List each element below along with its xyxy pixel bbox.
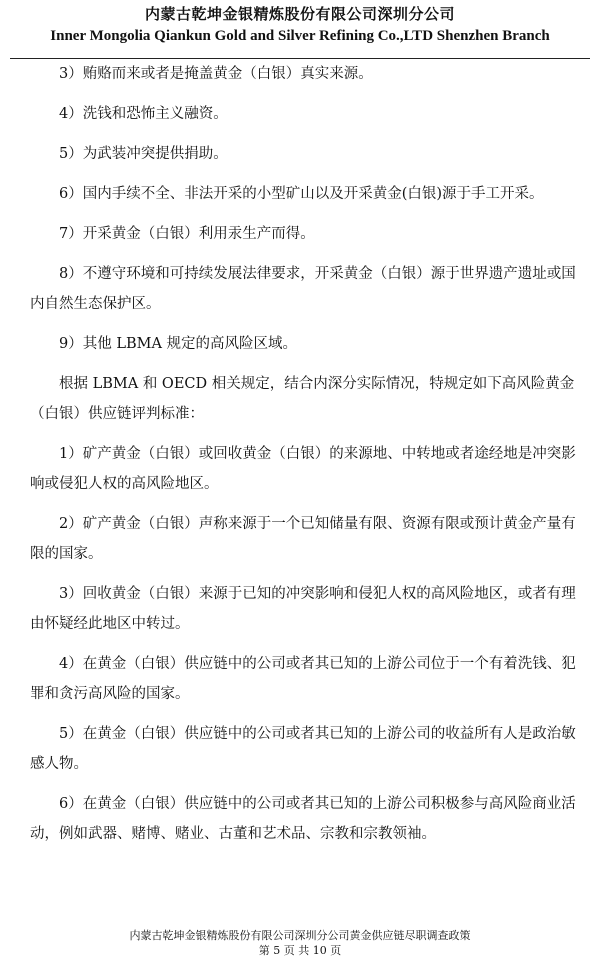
paragraph: 8）不遵守环境和可持续发展法律要求，开采黄金（白银）源于世界遗产遗址或国内自然生态保护区。 [30, 266, 576, 312]
header-company-name-en: Inner Mongolia Qiankun Gold and Silver Refining Co.,LTD Shenzhen Branch [50, 28, 550, 44]
paragraph: 7）开采黄金（白银）利用汞生产而得。 [59, 226, 315, 242]
header-company-name-cn: 内蒙古乾坤金银精炼股份有限公司深圳分公司 [144, 5, 455, 23]
paragraph: 根据 LBMA 和 OECD 相关规定，结合内深分实际情况，特规定如下高风险黄金（白银）供应链评判标准： [30, 376, 575, 422]
paragraph: 4）洗钱和恐怖主义融资。 [59, 106, 228, 122]
footer-page-number: 第 5 页 共 10 页 [258, 944, 342, 957]
paragraph: 3）贿赂而来或者是掩盖黄金（白银）真实来源。 [59, 66, 373, 82]
paragraph: 2）矿产黄金（白银）声称来源于一个已知储量有限、资源有限或预计黄金产量有限的国家。 [30, 516, 576, 562]
paragraph: 6）在黄金（白银）供应链中的公司或者其已知的上游公司积极参与高风险商业活动，例如武器、赌博、赌业、古董和艺术品、宗教和宗教领袖。 [30, 796, 576, 842]
paragraph: 5）在黄金（白银）供应链中的公司或者其已知的上游公司的收益所有人是政治敏感人物。 [30, 726, 576, 772]
paragraph: 9）其他 LBMA 规定的高风险区域。 [59, 336, 298, 352]
paragraph: 5）为武装冲突提供捐助。 [59, 146, 228, 162]
footer-document-title: 内蒙古乾坤金银精炼股份有限公司深圳分公司黄金供应链尽职调查政策 [129, 929, 471, 942]
paragraph: 3）回收黄金（白银）来源于已知的冲突影响和侵犯人权的高风险地区，或者有理由怀疑经此地区中转过。 [30, 586, 576, 632]
paragraph: 4）在黄金（白银）供应链中的公司或者其已知的上游公司位于一个有着洗钱、犯罪和贪污高风险的国家。 [30, 656, 576, 702]
paragraph: 1）矿产黄金（白银）或回收黄金（白银）的来源地、中转地或者途经地是冲突影响或侵犯人权的高风险地区。 [30, 446, 576, 492]
page-footer [0, 928, 600, 958]
paragraph: 6）国内手续不全、非法开采的小型矿山以及开采黄金(白银)源于手工开采。 [59, 186, 544, 202]
page-header [0, 4, 600, 46]
document-body [30, 59, 582, 859]
